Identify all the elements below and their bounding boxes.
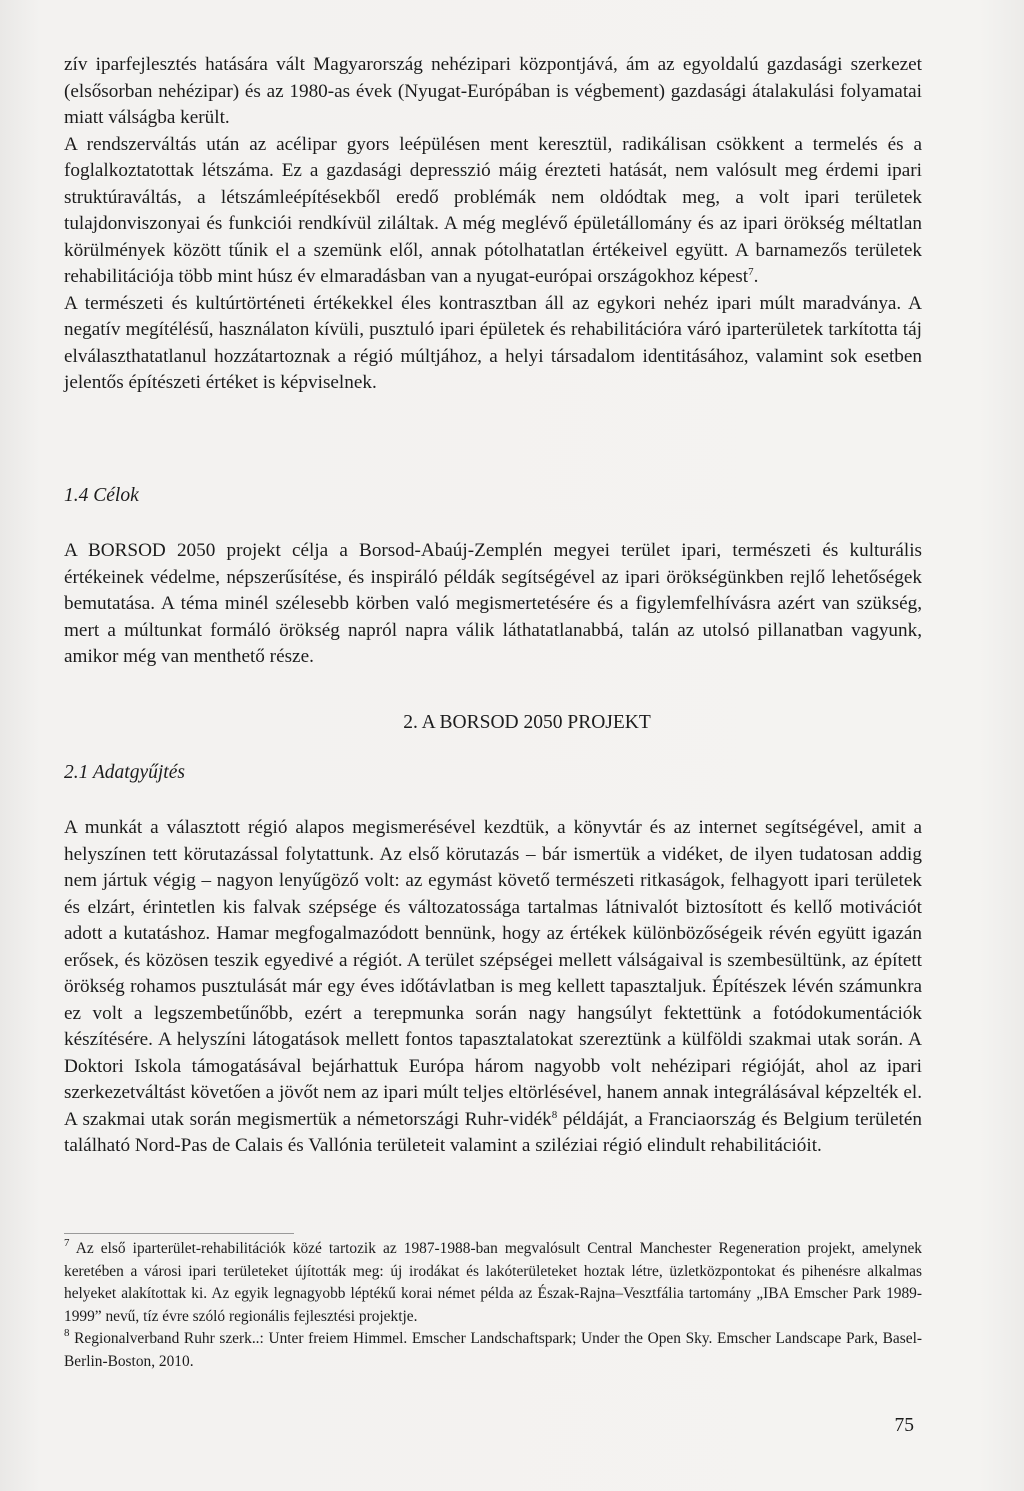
page-number: 75: [894, 1415, 914, 1436]
footnote-ref-7: 7: [748, 266, 754, 278]
adatgyujtes-paragraph: [64, 815, 922, 1160]
footnote-8: [64, 1328, 922, 1373]
footnotes: [64, 1238, 922, 1373]
footnote-7: [64, 1238, 922, 1328]
adatgyujtes-text-before: A munkát a választott régió alapos megismerésével kezdtük, a könyvtár és az internet segítségével, amit a helyszínen tett körutazással folytattunk. Az első körutazás – bár ismertük a vidéket, de ilyen tudatosan addig nem jártuk végig – nagyon lenyűgöző volt: az egymást követő természeti ritkaságok, felhagyott ipari területek és elzárt, érintetlen kis falvak szépsége és változatossága tartalmas látnivalót biztosított és kellő motivációt adott a kutatáshoz. Hamar megfogalmazódott bennünk, hogy az értékek különbözőségeik révén együtt igazán erősek, és közösen teszik egyedivé a régiót. A terület szépségei mellett válságaival is szembesültünk, az épített örökség rohamos pusztulását már egy éves időtávlatban is meg kellett tapasztaljuk. Építészek lévén számunkra ez volt a legszembetűnőbb, ezért a terepmunka során nagy hangsúlyt fektettünk a fotódokumentációk készítésére. A helyszíni látogatások mellett fontos tapasztalatokat szereztünk a külföldi szakmai utak során. A Doktori Iskola támogatásával bejárhattuk Európa három nagyobb volt nehézipari régióját, ahol az ipari szerkezetváltást követően a jövőt nem az ipari múlt teljes eltörlésével, hanem annak integrálásával képzelték el. A szakmai utak során megismertük a németországi Ruhr-vidék: [64, 817, 922, 1130]
intro-paragraph-2: [64, 132, 922, 291]
footnote-ref-8: 8: [551, 1108, 558, 1121]
footnote-text-8: Regionalverband Ruhr szerk..: Unter freiem Himmel. Emscher Landschaftspark; Under the Open Sky. Emscher Landscape Park, Basel-Berlin-Boston, 2010.: [64, 1330, 922, 1370]
section-heading-celok: 1.4 Célok: [64, 485, 139, 506]
intro-paragraph-1: zív iparfejlesztés hatására vált Magyarország nehézipari központjává, ám az egyoldalú gazdasági szerkezet (elsősorban nehézipar) és az 1980-as évek (Nyugat-Európában is végbement) gazdasági átalakulási folyamatai miatt válságba került.: [64, 54, 922, 128]
intro-paragraph-2-end: .: [753, 266, 759, 287]
section-heading-adatgyujtes: 2.1 Adatgyűjtés: [64, 762, 185, 783]
intro-paragraph-3: A természeti és kultúrtörténeti értékekkel éles kontrasztban áll az egykori nehéz ipari múlt maradványa. A negatív megítélésű, használaton kívüli, pusztuló ipari épületek és rehabilitációra váró iparterületek tarkította táj elválaszthatatlanul hozzátartoznak a régió múltjához, a helyi társadalom identitásához, valamint sok esetben jelentős építészeti értéket is képviselnek.: [64, 292, 922, 393]
footnote-divider: [64, 1233, 294, 1234]
footnote-number-7: 7: [64, 1237, 70, 1249]
intro-paragraph-2-text: A rendszerváltás után az acélipar gyors leépülésen ment keresztül, radikálisan csökkent a termelés és a foglalkoztatottak létszáma. Ez a gazdasági depresszió máig érezteti hatását, nem valósult meg érdemi ipari struktúraváltás, a létszámleépítésekből eredő problémák nem oldódtak meg, a volt ipari területek tulajdonviszonyai és funkciói rendkívül ziláltak. A még meglévő épületállomány és az ipari örökség méltatlan körülmények között tűnik el a szemünk elől, annak pótolhatatlan értékeivel együtt. A barnamezős területek rehabilitációja több mint húsz év elmaradásban van a nyugat-európai országokhoz képest: [64, 133, 922, 287]
intro-text: [64, 52, 922, 397]
celok-paragraph: A BORSOD 2050 projekt célja a Borsod-Abaúj-Zemplén megyei terület ipari, természeti és kulturális értékeinek védelme, népszerűsítése, és inspiráló példák segítségével az ipari örökségünkben rejlő lehetőségek bemutatása. A téma minél szélesebb körben való megismertetésére és a figylemfelhívásra azért van szükség, mert a múltunkat formáló örökség napról napra válik láthatatlanabbá, talán az utolsó pillanatban vagyunk, amikor még van menthető része.: [64, 540, 922, 667]
adatgyujtes-text-after: példáját, a Franciaország és Belgium területén található Nord-Pas de Calais és Vallónia területeit valamint a sziléziai régió elindult rehabilitációit.: [64, 1108, 922, 1156]
section-adatgyujtes-body: [64, 815, 922, 1160]
footnote-text-7: Az első iparterület-rehabilitációk közé tartozik az 1987-1988-ban megvalósult Central Manchester Regeneration projekt, amelynek keretében a városi ipari területeket újították meg: új irodákat és lakóterületeket hoztak létre, üzletközpontokat és pihenésre alkalmas helyeket alakítottak ki. Az egyik legnagyobb léptékű korai német példa az Észak-Rajna–Vesztfália tartomány „IBA Emscher Park 1989-1999” nevű, tíz évre szóló regionális fejlesztési projektje.: [64, 1240, 922, 1325]
chapter-title: 2. A BORSOD 2050 PROJEKT: [403, 712, 651, 733]
section-celok-body: [64, 538, 922, 671]
footnote-number-8: 8: [64, 1327, 70, 1339]
